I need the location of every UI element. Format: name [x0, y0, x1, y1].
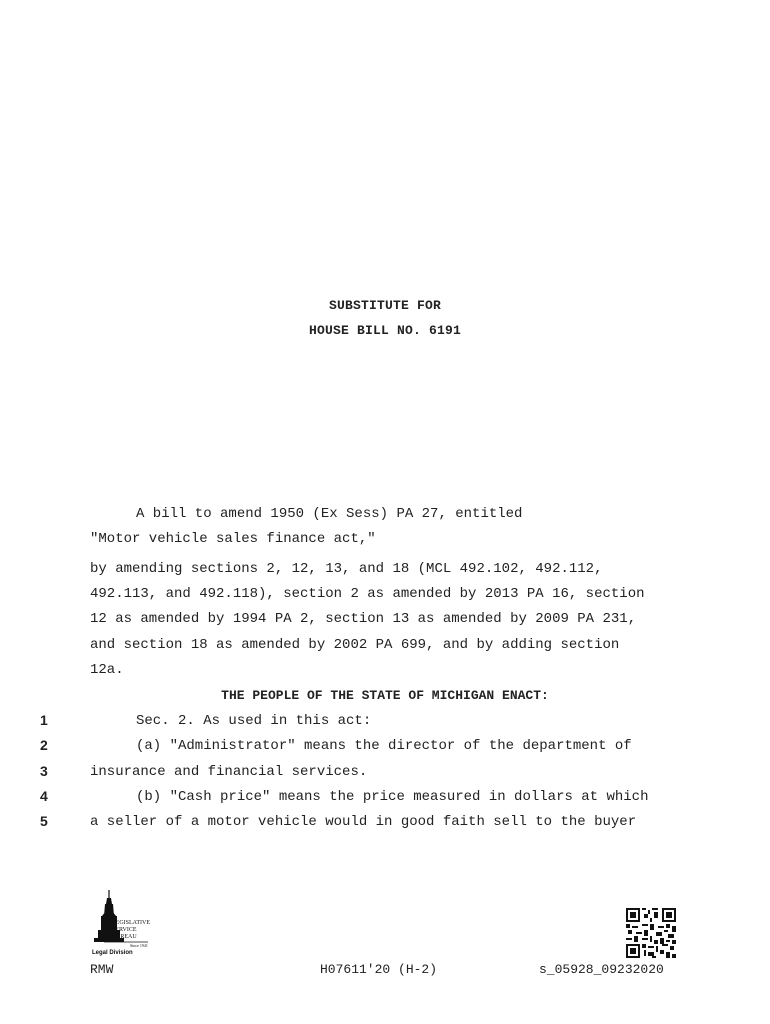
logo-division: Legal Division [92, 950, 133, 956]
title-line: A bill to amend 1950 (Ex Sess) PA 27, entitled [136, 506, 523, 522]
legislative-service-bureau-logo [90, 888, 160, 960]
body-line: insurance and financial services. [90, 764, 368, 780]
body-line: Sec. 2. As used in this act: [136, 713, 372, 729]
line-number: 4 [40, 788, 48, 804]
logo-text-bureau: BUREAU [112, 934, 137, 940]
qr-code-icon [626, 908, 676, 958]
title-line: and section 18 as amended by 2002 PA 699, and by adding section [90, 637, 620, 653]
title-line: 492.113, and 492.118), section 2 as amended by 2013 PA 16, section [90, 586, 645, 602]
heading-substitute: SUBSTITUTE FOR [328, 298, 442, 313]
line-number: 2 [40, 737, 48, 753]
body-line: a seller of a motor vehicle would in good faith sell to the buyer [90, 814, 637, 830]
title-line: 12 as amended by 1994 PA 2, section 13 as amended by 2009 PA 231, [90, 611, 637, 627]
logo-text-legislative: LEGISLATIVE [112, 920, 150, 926]
qr-code [626, 908, 676, 958]
footer-initials: RMW [90, 962, 114, 977]
enacting-clause: THE PEOPLE OF THE STATE OF MICHIGAN ENACT: [221, 688, 549, 703]
logo-text-service: SERVICE [112, 927, 137, 933]
title-line: by amending sections 2, 12, 13, and 18 (MCL 492.102, 492.112, [90, 561, 603, 577]
line-number: 3 [40, 763, 48, 779]
footer-draft-number: H07611'20 (H-2) [320, 962, 438, 977]
line-number: 5 [40, 813, 48, 829]
line-number: 1 [40, 712, 48, 728]
footer-file-id: s_05928_09232020 [539, 962, 664, 977]
title-line: 12a. [90, 662, 124, 678]
body-line: (a) "Administrator" means the director of the department of [136, 738, 632, 754]
body-line: (b) "Cash price" means the price measured in dollars at which [136, 789, 649, 805]
title-line: "Motor vehicle sales finance act," [90, 531, 376, 547]
heading-bill-number: HOUSE BILL NO. 6191 [308, 323, 462, 338]
logo-since: Since 1941 [130, 943, 148, 948]
